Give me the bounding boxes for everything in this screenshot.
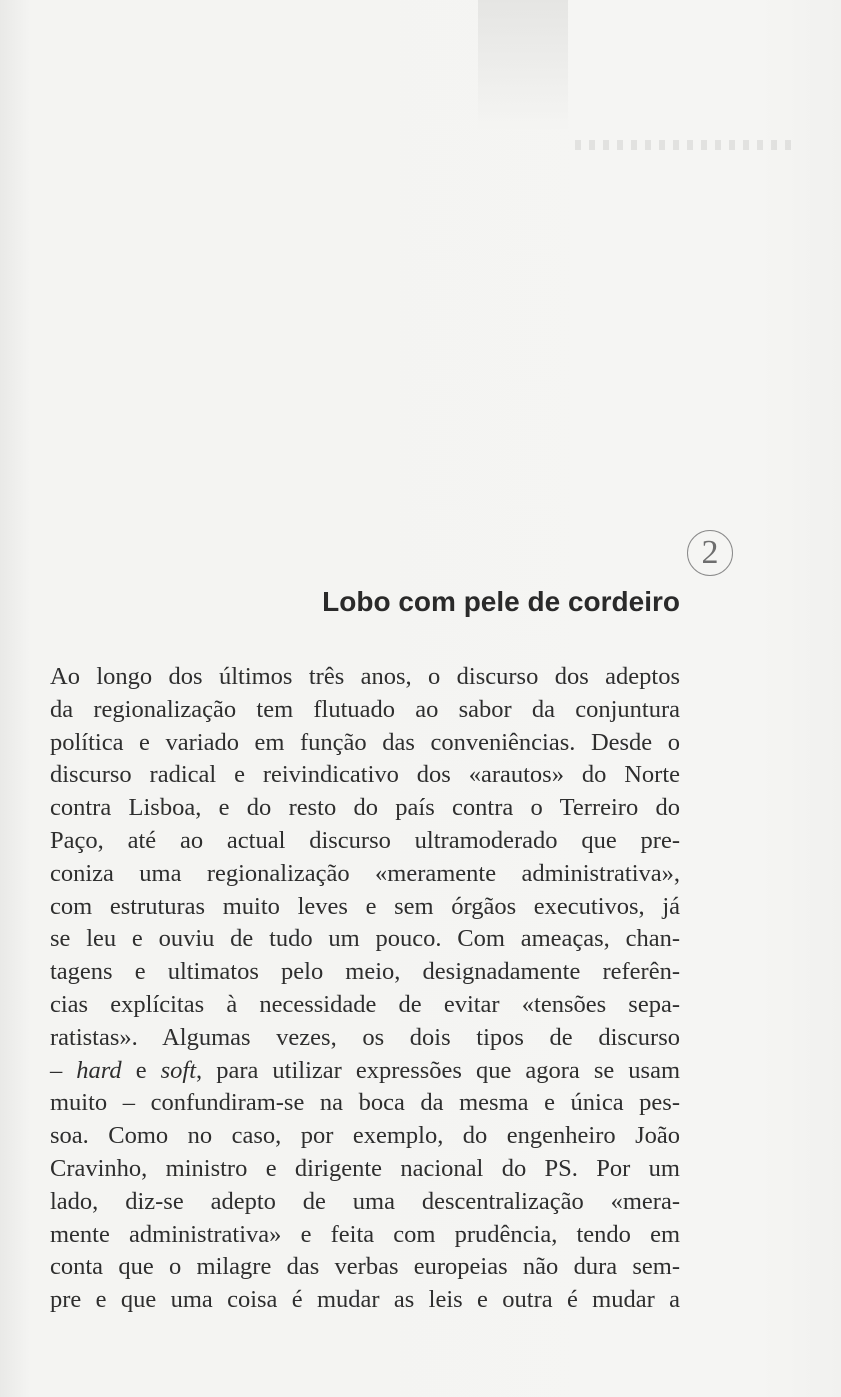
text-line: [50, 694, 680, 727]
show-through-text: [575, 140, 795, 150]
text-segment: –: [50, 1056, 77, 1084]
text-segment: pre e que uma coisa é mudar as leis e outra é mudar a: [50, 1286, 680, 1314]
chapter-number: 2: [701, 534, 719, 571]
text-segment: discurso radical e reivindicativo dos «arautos» do Norte: [50, 761, 680, 789]
text-line: [50, 1055, 680, 1088]
text-segment: política e variado em função das conveniências. Desde o: [50, 728, 680, 756]
text-line: [50, 858, 680, 891]
text-line: [50, 891, 680, 924]
text-segment: com estruturas muito leves e sem órgãos executivos, já: [50, 892, 680, 920]
text-line: [50, 661, 680, 694]
text-line: [50, 792, 680, 825]
text-segment: cias explícitas à necessidade de evitar «tensões sepa-: [50, 990, 680, 1018]
text-line: [50, 1284, 680, 1317]
text-line: [50, 923, 680, 956]
text-segment: ratistas». Algumas vezes, os dois tipos de discurso: [50, 1023, 680, 1051]
show-through-shadow: [478, 0, 568, 130]
text-segment: Ao longo dos últimos três anos, o discurso dos adeptos: [50, 663, 680, 690]
text-segment: se leu e ouviu de tudo um pouco. Com ameaças, chan-: [50, 925, 680, 953]
text-line: [50, 989, 680, 1022]
text-line: [50, 1219, 680, 1252]
text-segment: , para utilizar expressões que agora se usam: [196, 1056, 681, 1084]
chapter-number-badge: [687, 530, 733, 576]
body-paragraph: [50, 661, 680, 1317]
text-line: [50, 1153, 680, 1186]
text-segment: lado, diz-se adepto de uma descentralização «mera-: [50, 1187, 680, 1215]
italic-term: soft: [160, 1056, 197, 1084]
text-line: [50, 727, 680, 760]
italic-term: hard: [76, 1056, 122, 1084]
text-segment: mente administrativa» e feita com prudência, tendo em: [50, 1220, 680, 1248]
text-segment: da regionalização tem flutuado ao sabor da conjuntura: [50, 695, 680, 723]
text-segment: e: [121, 1056, 161, 1084]
text-line: [50, 825, 680, 858]
text-line: [50, 956, 680, 989]
text-segment: Cravinho, ministro e dirigente nacional do PS. Por um: [50, 1154, 680, 1182]
text-segment: tagens e ultimatos pelo meio, designadamente referên-: [50, 958, 680, 986]
text-line: [50, 1087, 680, 1120]
text-segment: Paço, até ao actual discurso ultramoderado que pre-: [50, 826, 680, 854]
text-segment: muito – confundiram-se na boca da mesma e única pes-: [50, 1089, 680, 1117]
text-line: [50, 1186, 680, 1219]
text-segment: coniza uma regionalização «meramente administrativa»,: [50, 859, 680, 887]
text-line: [50, 1022, 680, 1055]
text-line: [50, 1120, 680, 1153]
chapter-title: Lobo com pele de cordeiro: [322, 586, 680, 617]
text-line: [50, 1251, 680, 1284]
text-line: [50, 759, 680, 792]
text-segment: contra Lisboa, e do resto do país contra o Terreiro do: [50, 794, 680, 822]
text-segment: conta que o milagre das verbas europeias não dura sem-: [50, 1253, 680, 1281]
text-segment: soa. Como no caso, por exemplo, do engenheiro João: [50, 1122, 680, 1150]
